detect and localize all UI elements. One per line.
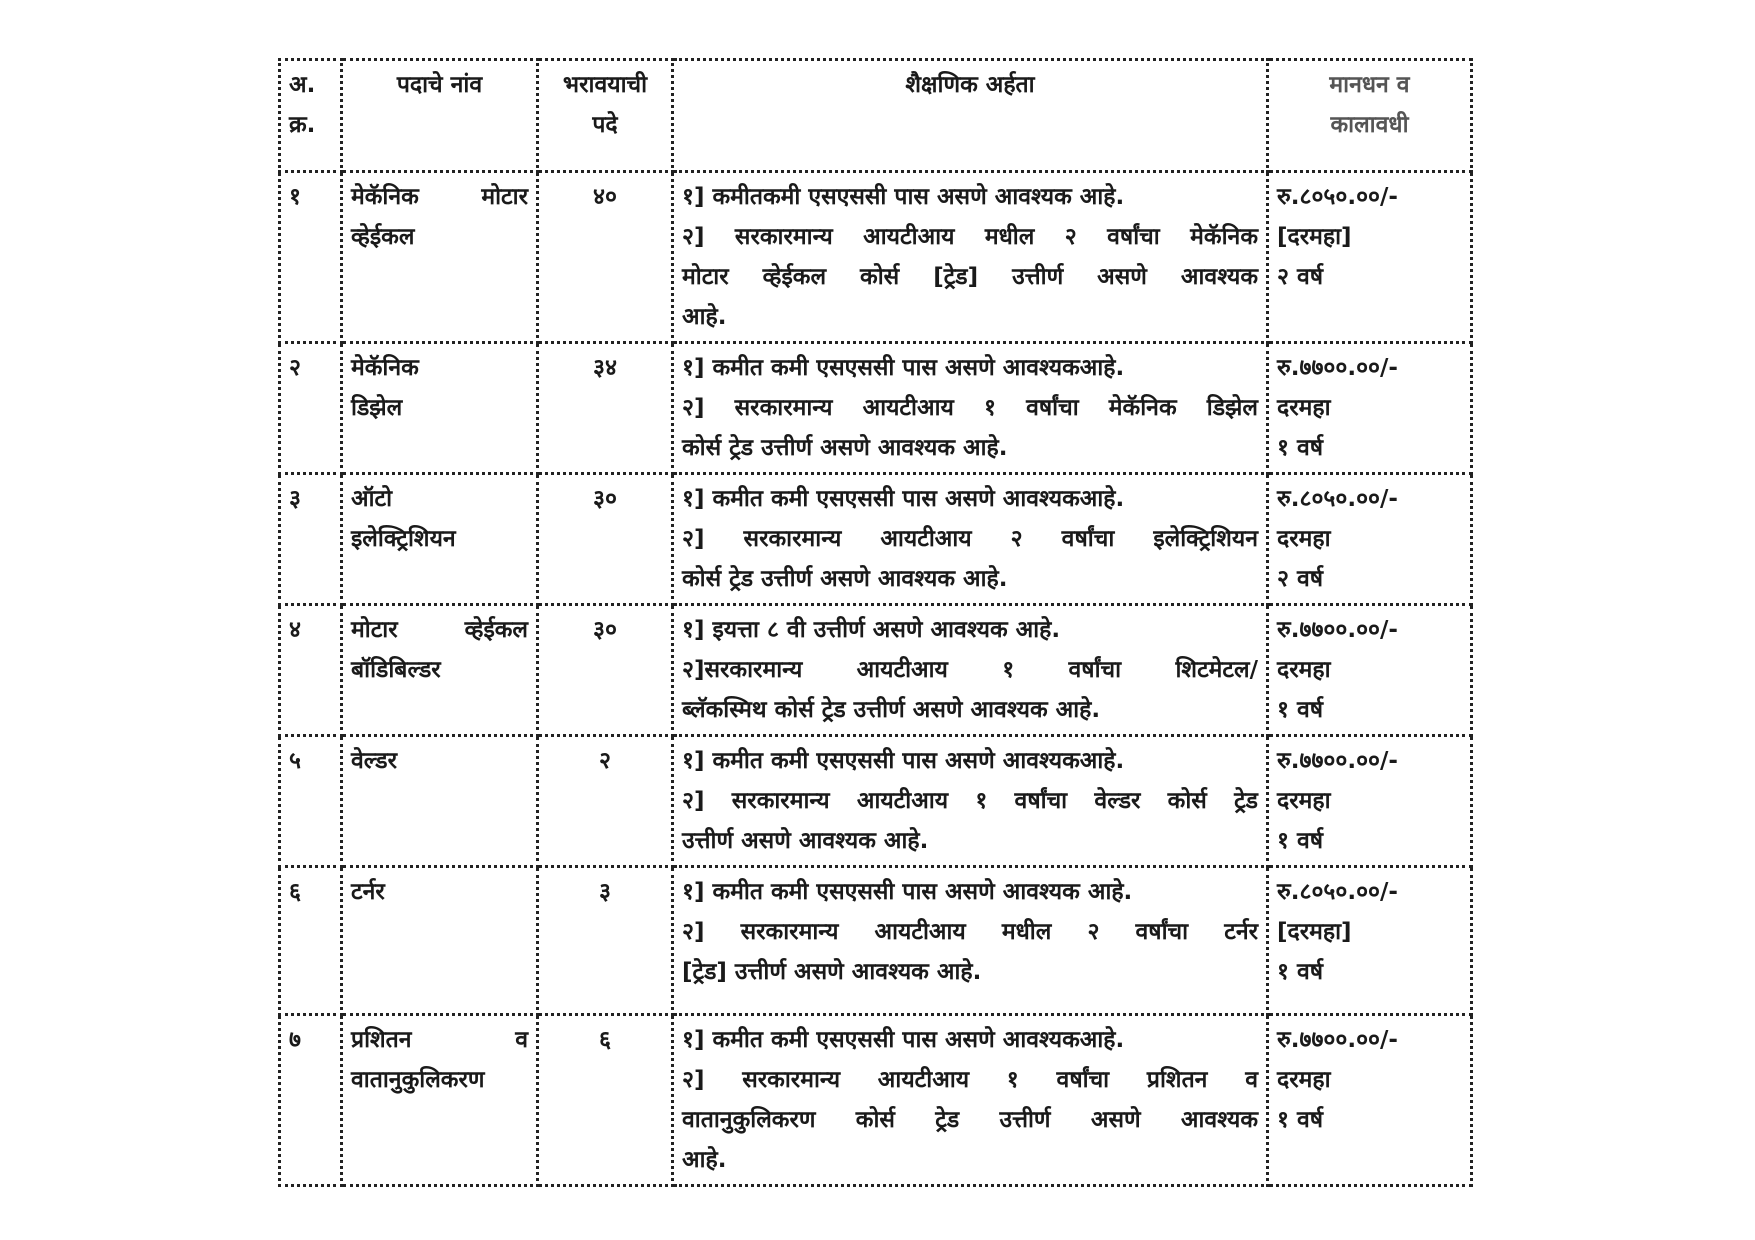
cell-stipend xyxy=(1268,867,1472,1015)
post-name-line: मोटार व्हेईकल xyxy=(351,617,528,643)
cell-posts-count xyxy=(538,172,673,343)
post-name-line: टर्नर xyxy=(351,879,385,905)
serial-text: ४ xyxy=(289,617,301,643)
post-name-line: बॉडिबिल्डर xyxy=(351,657,441,683)
cell-posts-count xyxy=(538,1015,673,1186)
cell-post-name xyxy=(342,736,538,867)
qualification-line: ब्लॅकस्मिथ कोर्स ट्रेड उत्तीर्ण असणे आवश्यक आहे. xyxy=(682,697,1101,723)
posts-text: ४० xyxy=(593,184,617,210)
cell-qualification xyxy=(673,867,1268,1015)
qualification-line: २] सरकारमान्य आयटीआय मधील २ वर्षांचा टर्नर xyxy=(682,919,1258,945)
stipend-period: दरमहा xyxy=(1277,526,1331,552)
cell-stipend xyxy=(1268,474,1472,605)
cell-qualification xyxy=(673,343,1268,474)
stipend-period: दरमहा xyxy=(1277,1067,1331,1093)
table-row xyxy=(280,867,1472,1015)
training-duration: २ वर्ष xyxy=(1277,566,1324,592)
recruitment-table xyxy=(278,58,1473,1187)
posts-text: ३० xyxy=(593,617,617,643)
stipend-period: दरमहा xyxy=(1277,788,1331,814)
cell-qualification xyxy=(673,1015,1268,1186)
posts-text: ३४ xyxy=(593,355,617,381)
posts-text: ३० xyxy=(593,486,617,512)
stipend-period: [दरमहा] xyxy=(1277,224,1352,250)
cell-posts-count xyxy=(538,867,673,1015)
cell-posts-count xyxy=(538,736,673,867)
cell-post-name xyxy=(342,474,538,605)
qualification-line: १] कमीत कमी एसएससी पास असणे आवश्यकआहे. xyxy=(682,486,1125,512)
cell-qualification xyxy=(673,172,1268,343)
serial-text: १ xyxy=(289,184,301,210)
header-serial-no xyxy=(280,60,342,172)
posts-text: ३ xyxy=(599,879,611,905)
header-stipend-line: कालावधी xyxy=(1330,112,1409,138)
post-name-line: इलेक्ट्रिशियन xyxy=(351,526,456,552)
table-row xyxy=(280,605,1472,736)
cell-stipend xyxy=(1268,172,1472,343)
post-name-line: वेल्डर xyxy=(351,748,397,774)
posts-text: २ xyxy=(599,748,611,774)
stipend-period: दरमहा xyxy=(1277,395,1331,421)
table-row xyxy=(280,172,1472,343)
stipend-amount: रु.७७००.००/- xyxy=(1277,355,1398,381)
training-duration: १ वर्ष xyxy=(1277,828,1324,854)
qualification-line: १] कमीत कमी एसएससी पास असणे आवश्यकआहे. xyxy=(682,1027,1125,1053)
cell-qualification xyxy=(673,474,1268,605)
cell-serial xyxy=(280,736,342,867)
stipend-amount: रु.७७००.००/- xyxy=(1277,617,1398,643)
training-duration: १ वर्ष xyxy=(1277,435,1324,461)
header-posts-line: भरावयाची xyxy=(562,72,648,98)
qualification-line: आहे. xyxy=(682,1147,727,1173)
header-posts-line: पदे xyxy=(592,112,618,138)
table-header-row xyxy=(280,60,1472,172)
cell-posts-count xyxy=(538,605,673,736)
cell-post-name xyxy=(342,343,538,474)
cell-serial xyxy=(280,343,342,474)
posts-text: ६ xyxy=(599,1027,611,1053)
header-serial-line: क्र. xyxy=(289,112,316,138)
table-row xyxy=(280,736,1472,867)
qualification-line: कोर्स ट्रेड उत्तीर्ण असणे आवश्यक आहे. xyxy=(682,566,1008,592)
qualification-line: वातानुकुलिकरण कोर्स ट्रेड उत्तीर्ण असणे आवश्यक xyxy=(682,1107,1258,1133)
post-name-line: ऑटो xyxy=(351,486,393,512)
table-row xyxy=(280,474,1472,605)
training-duration: १ वर्ष xyxy=(1277,697,1324,723)
table-row xyxy=(280,343,1472,474)
training-duration: १ वर्ष xyxy=(1277,959,1324,985)
cell-post-name xyxy=(342,605,538,736)
stipend-amount: रु.८०५०.००/- xyxy=(1277,879,1398,905)
cell-stipend xyxy=(1268,343,1472,474)
post-name-line: मेकॅनिक xyxy=(351,355,419,381)
stipend-amount: रु.७७००.००/- xyxy=(1277,1027,1398,1053)
cell-serial xyxy=(280,605,342,736)
qualification-line: उत्तीर्ण असणे आवश्यक आहे. xyxy=(682,828,929,854)
qualification-line: २] सरकारमान्य आयटीआय १ वर्षांचा मेकॅनिक डिझेल xyxy=(682,395,1258,421)
qualification-line: कोर्स ट्रेड उत्तीर्ण असणे आवश्यक आहे. xyxy=(682,435,1008,461)
qualification-line: २] सरकारमान्य आयटीआय २ वर्षांचा इलेक्ट्रिशियन xyxy=(682,526,1258,552)
cell-stipend xyxy=(1268,736,1472,867)
header-qualification: शैक्षणिक अर्हता xyxy=(673,60,1268,172)
cell-stipend xyxy=(1268,1015,1472,1186)
cell-stipend xyxy=(1268,605,1472,736)
serial-text: ७ xyxy=(289,1027,301,1053)
stipend-period: [दरमहा] xyxy=(1277,919,1352,945)
cell-post-name xyxy=(342,172,538,343)
post-name-line: डिझेल xyxy=(351,395,403,421)
qualification-line: [ट्रेड] उत्तीर्ण असणे आवश्यक आहे. xyxy=(682,959,982,985)
table-row xyxy=(280,1015,1472,1186)
qualification-line: मोटार व्हेईकल कोर्स [ट्रेड] उत्तीर्ण असणे आवश्यक xyxy=(682,264,1258,290)
qualification-line: २] सरकारमान्य आयटीआय मधील २ वर्षांचा मेकॅनिक xyxy=(682,224,1258,250)
qualification-line: २] सरकारमान्य आयटीआय १ वर्षांचा प्रशितन व xyxy=(682,1067,1258,1093)
cell-post-name xyxy=(342,867,538,1015)
cell-posts-count xyxy=(538,474,673,605)
cell-serial xyxy=(280,172,342,343)
stipend-period: दरमहा xyxy=(1277,657,1331,683)
cell-posts-count xyxy=(538,343,673,474)
serial-text: ३ xyxy=(289,486,301,512)
cell-serial xyxy=(280,867,342,1015)
stipend-amount: रु.८०५०.००/- xyxy=(1277,486,1398,512)
stipend-amount: रु.७७००.००/- xyxy=(1277,748,1398,774)
cell-post-name xyxy=(342,1015,538,1186)
qualification-line: आहे. xyxy=(682,304,727,330)
training-duration: २ वर्ष xyxy=(1277,264,1324,290)
qualification-line: १] कमीतकमी एसएससी पास असणे आवश्यक आहे. xyxy=(682,184,1125,210)
post-name-line: प्रशितन व xyxy=(351,1027,528,1053)
qualification-line: २] सरकारमान्य आयटीआय १ वर्षांचा वेल्डर कोर्स ट्रेड xyxy=(682,788,1258,814)
qualification-line: १] कमीत कमी एसएससी पास असणे आवश्यकआहे. xyxy=(682,748,1125,774)
qualification-line: २]सरकारमान्य आयटीआय १ वर्षांचा शिटमेटल/ xyxy=(682,657,1258,683)
cell-serial xyxy=(280,474,342,605)
serial-text: ६ xyxy=(289,879,301,905)
header-stipend-line: मानधन व xyxy=(1329,72,1410,98)
cell-qualification xyxy=(673,605,1268,736)
qualification-line: १] कमीत कमी एसएससी पास असणे आवश्यकआहे. xyxy=(682,355,1125,381)
header-post-name: पदाचे नांव xyxy=(342,60,538,172)
header-stipend-duration xyxy=(1268,60,1472,172)
training-duration: १ वर्ष xyxy=(1277,1107,1324,1133)
cell-serial xyxy=(280,1015,342,1186)
serial-text: २ xyxy=(289,355,301,381)
qualification-line: १] इयत्ता ८ वी उत्तीर्ण असणे आवश्यक आहे. xyxy=(682,617,1061,643)
header-serial-line: अ. xyxy=(289,72,316,98)
post-name-line: मेकॅनिक मोटार xyxy=(351,184,528,210)
post-name-line: वातानुकुलिकरण xyxy=(351,1067,485,1093)
serial-text: ५ xyxy=(289,748,301,774)
qualification-line: १] कमीत कमी एसएससी पास असणे आवश्यक आहे. xyxy=(682,879,1133,905)
cell-qualification xyxy=(673,736,1268,867)
post-name-line: व्हेईकल xyxy=(351,224,415,250)
header-posts-count xyxy=(538,60,673,172)
stipend-amount: रु.८०५०.००/- xyxy=(1277,184,1398,210)
